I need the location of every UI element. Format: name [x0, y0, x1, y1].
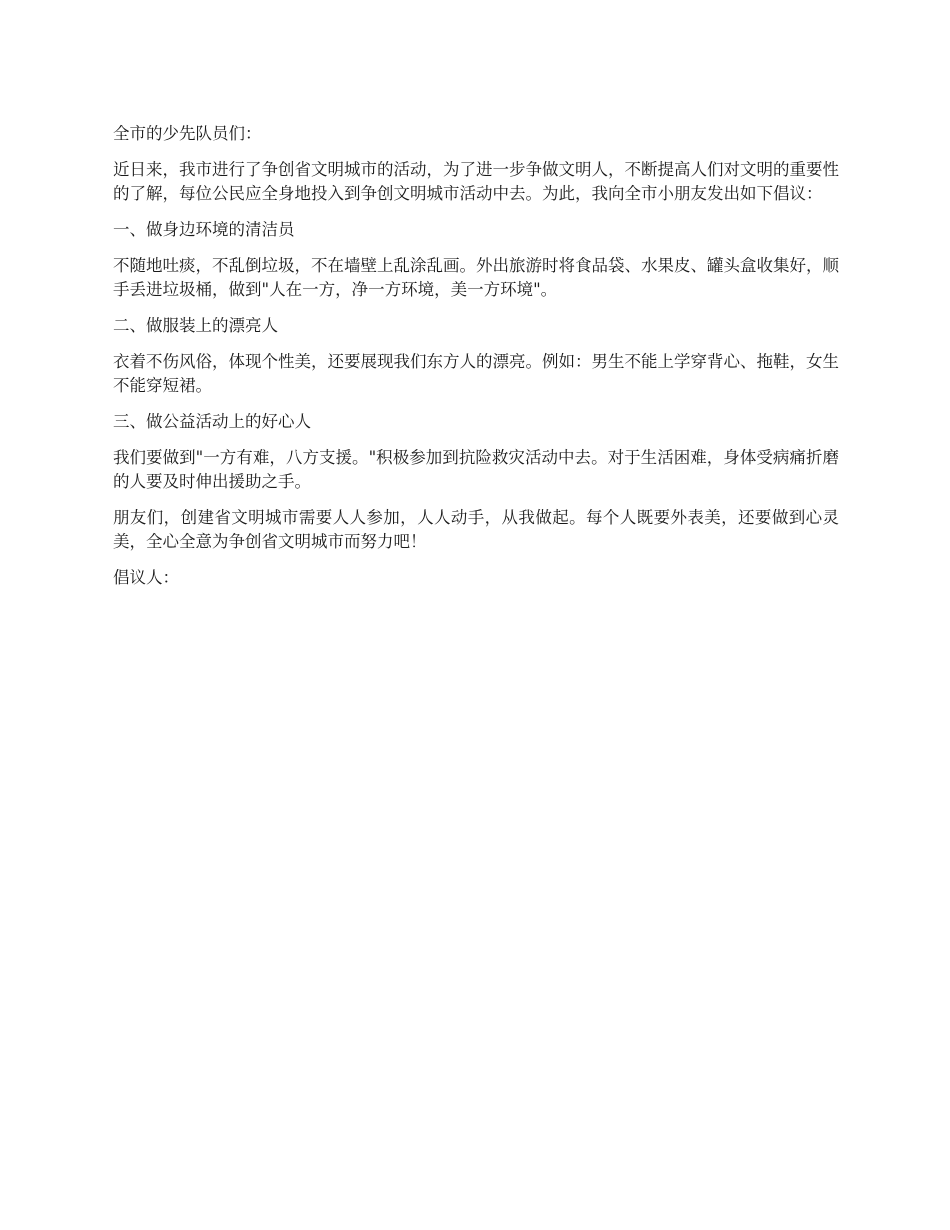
section-3-heading: 三、做公益活动上的好心人 [113, 412, 311, 431]
section-3-paragraph: 我们要做到"一方有难，八方支援。"积极参加到抗险救灾活动中去。对于生活困难，身体受病痛折磨的人要及时伸出援助之手。 [113, 448, 839, 491]
signature-line: 倡议人： [113, 568, 179, 587]
section-2-paragraph: 衣着不伤风俗，体现个性美，还要展现我们东方人的漂亮。例如：男生不能上学穿背心、拖鞋，女生不能穿短裙。 [113, 352, 839, 395]
closing-paragraph: 朋友们，创建省文明城市需要人人参加，人人动手，从我做起。每个人既要外表美，还要做到心灵美，全心全意为争创省文明城市而努力吧！ [113, 508, 839, 551]
intro-paragraph: 近日来，我市进行了争创省文明城市的活动，为了进一步争做文明人，不断提高人们对文明的重要性的了解，每位公民应全身地投入到争创文明城市活动中去。为此，我向全市小朋友发出如下倡议： [113, 160, 839, 203]
section-1-paragraph: 不随地吐痰，不乱倒垃圾，不在墙壁上乱涂乱画。外出旅游时将食品袋、水果皮、罐头盒收集好，顺手丢进垃圾桶，做到"人在一方，净一方环境，美一方环境"。 [113, 256, 839, 299]
salutation: 全市的少先队员们： [113, 124, 262, 143]
document-body [113, 122, 839, 602]
section-2-heading: 二、做服装上的漂亮人 [113, 316, 278, 335]
section-1-heading: 一、做身边环境的清洁员 [113, 220, 295, 239]
